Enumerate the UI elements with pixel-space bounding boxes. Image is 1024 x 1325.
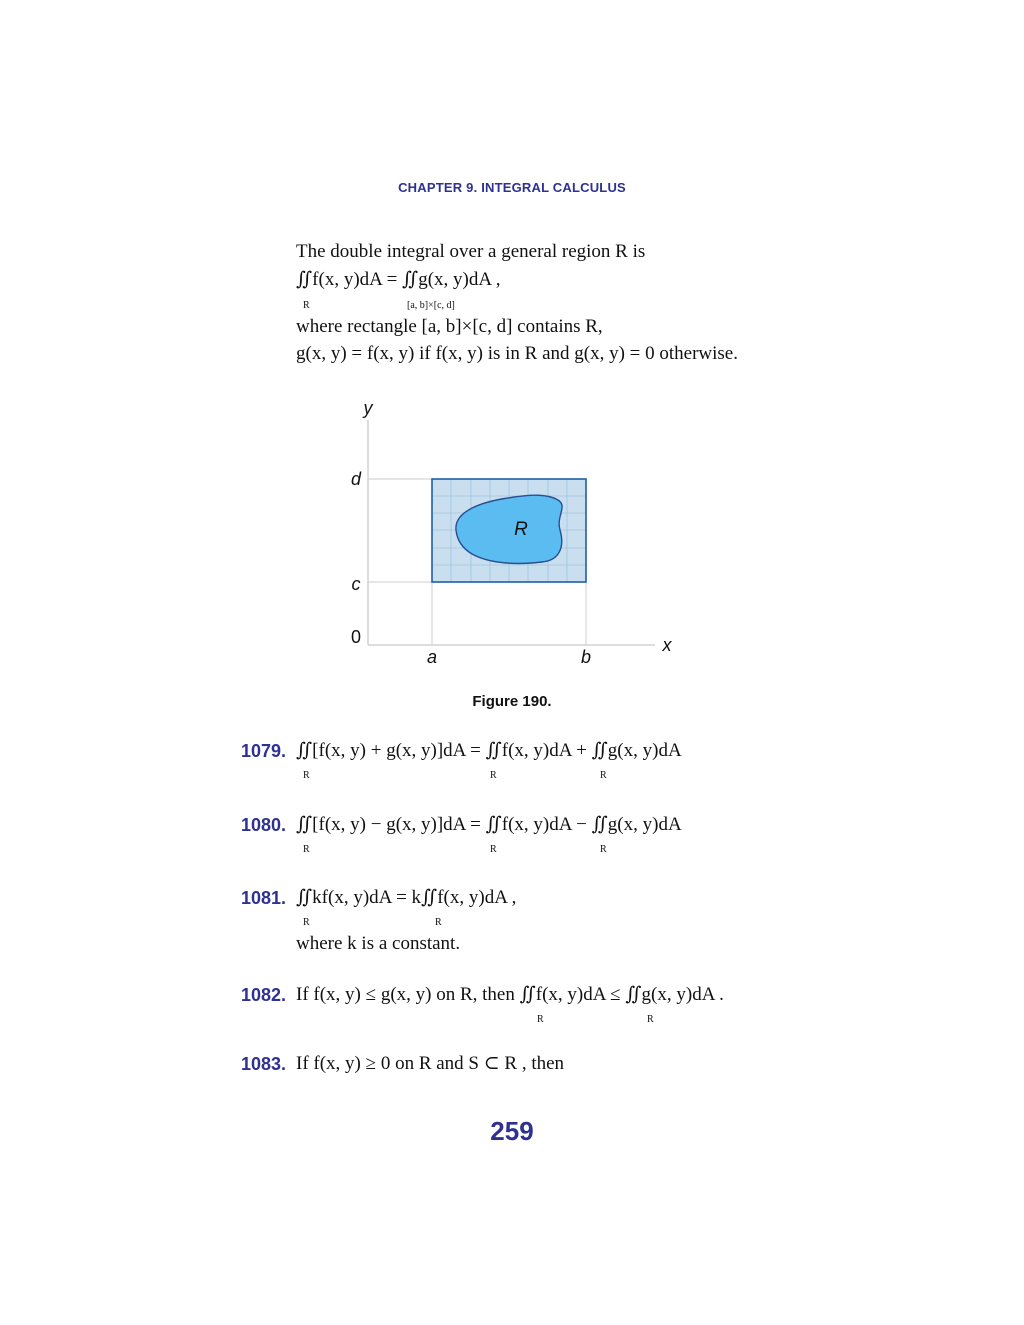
subscript-R: R bbox=[647, 1014, 654, 1025]
subscript-R: R bbox=[600, 844, 607, 855]
formula-number: 1079. bbox=[241, 741, 287, 761]
intro-line-4: g(x, y) = f(x, y) if f(x, y) is in R and g(x, y) = 0 otherwise. bbox=[296, 343, 738, 364]
intro-line-1: The double integral over a general region R is bbox=[296, 241, 646, 262]
intro-line-3: where rectangle [a, b]×[c, d] contains R, bbox=[296, 316, 603, 337]
origin-label: 0 bbox=[350, 627, 362, 647]
y-axis-label: y bbox=[363, 398, 373, 418]
formula-1083: If f(x, y) ≥ 0 on R and S ⊂ R , then bbox=[296, 1053, 565, 1074]
subscript-R: R bbox=[490, 770, 497, 781]
subscript-R: R bbox=[303, 770, 310, 781]
region-figure bbox=[330, 390, 690, 680]
subscript-R: R bbox=[537, 1014, 544, 1025]
x-axis-label: x bbox=[662, 635, 672, 655]
formula-number: 1082. bbox=[241, 985, 287, 1005]
subscript-R: R bbox=[435, 917, 442, 928]
formula-1079: ∬[f(x, y) + g(x, y)]dA = ∬f(x, y)dA + ∬g(x, y)dA bbox=[296, 740, 682, 761]
chapter-header: CHAPTER 9. INTEGRAL CALCULUS bbox=[398, 180, 626, 195]
intro-formula: ∬f(x, y)dA = ∬g(x, y)dA , bbox=[296, 269, 501, 290]
subscript-R: R bbox=[490, 844, 497, 855]
c-label: c bbox=[351, 574, 361, 594]
formula-1081: ∬kf(x, y)dA = k∬f(x, y)dA , bbox=[296, 887, 517, 908]
d-label: d bbox=[350, 469, 362, 489]
formula-number: 1081. bbox=[241, 888, 287, 908]
intro-sub-rect: [a, b]×[c, d] bbox=[407, 300, 455, 311]
formula-number: 1083. bbox=[241, 1054, 287, 1074]
formula-number: 1080. bbox=[241, 815, 287, 835]
a-label: a bbox=[426, 647, 438, 667]
formula-1082: If f(x, y) ≤ g(x, y) on R, then ∬f(x, y)dA ≤ ∬g(x, y)dA . bbox=[296, 984, 724, 1005]
formula-1080: ∬[f(x, y) − g(x, y)]dA = ∬f(x, y)dA − ∬g(x, y)dA bbox=[296, 814, 682, 835]
figure-caption: Figure 190. bbox=[472, 693, 552, 710]
formula-note: where k is a constant. bbox=[296, 933, 461, 954]
subscript-R: R bbox=[303, 844, 310, 855]
subscript-R: R bbox=[303, 917, 310, 928]
b-label: b bbox=[580, 647, 592, 667]
region-R-label: R bbox=[514, 519, 528, 540]
intro-sub-R: R bbox=[303, 300, 310, 311]
page-number: 259 bbox=[490, 1116, 534, 1146]
subscript-R: R bbox=[600, 770, 607, 781]
